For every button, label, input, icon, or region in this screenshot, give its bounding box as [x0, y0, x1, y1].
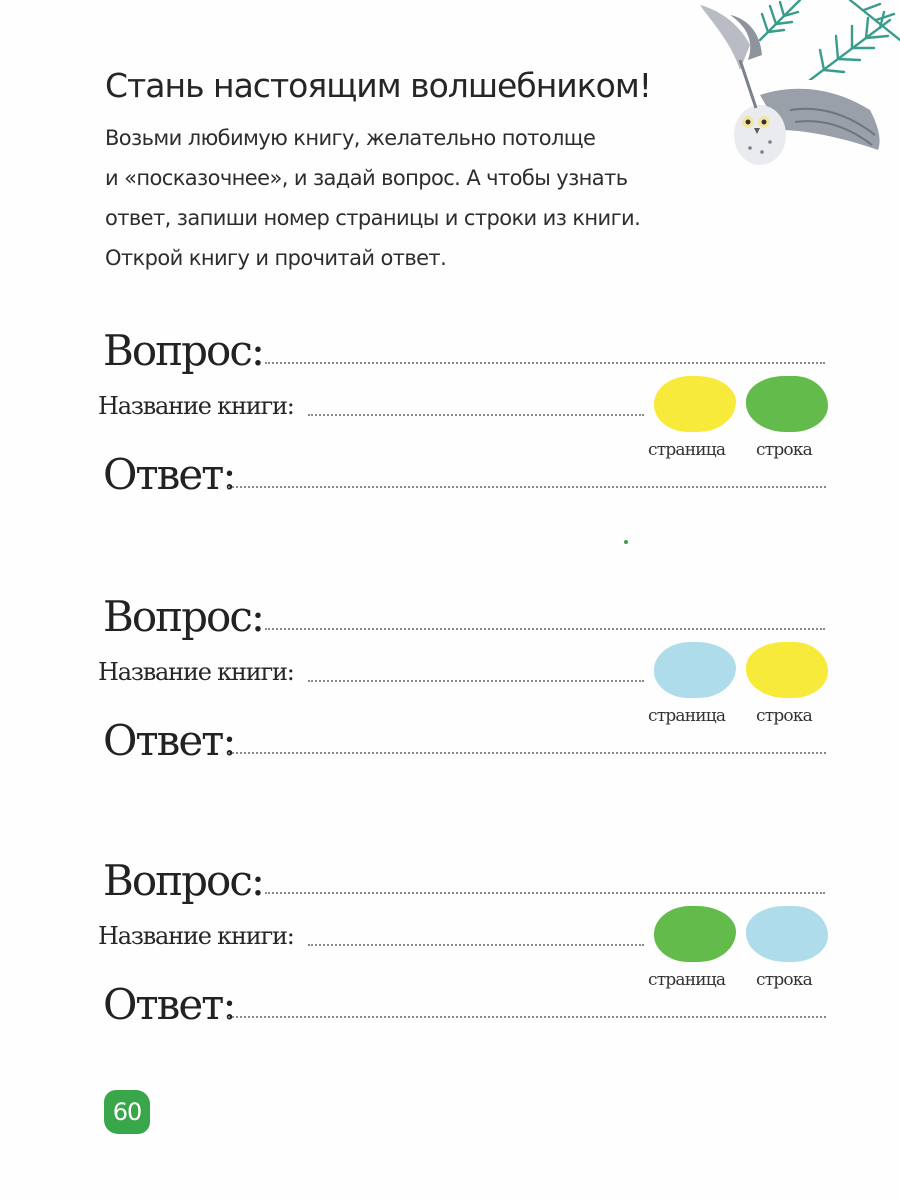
- line-number-label: строка: [756, 970, 813, 990]
- question-block-3: [0, 856, 900, 1056]
- book-title-label: Название книги:: [98, 392, 294, 420]
- page-number-label: страница: [648, 970, 726, 990]
- page-number-box[interactable]: [654, 376, 736, 432]
- instructions-text: [105, 118, 705, 278]
- answer-line[interactable]: [228, 752, 826, 754]
- answer-label: Ответ:: [103, 716, 235, 765]
- page-number-box[interactable]: [654, 906, 736, 962]
- line-number-label: строка: [756, 706, 813, 726]
- instructions-line: ответ, запиши номер страницы и строки из книги.: [105, 206, 641, 230]
- question-answer-line[interactable]: [265, 892, 825, 894]
- page-number-box[interactable]: [654, 642, 736, 698]
- owl-icon: [700, 0, 890, 190]
- instructions-line: и «посказочнее», и задай вопрос. А чтобы узнать: [105, 166, 628, 190]
- line-number-box[interactable]: [746, 906, 828, 962]
- question-label: Вопрос:: [103, 326, 263, 375]
- question-answer-line[interactable]: [265, 628, 825, 630]
- line-number-label: строка: [756, 440, 813, 460]
- answer-line[interactable]: [228, 1016, 826, 1018]
- book-title-line[interactable]: [308, 680, 644, 682]
- question-label: Вопрос:: [103, 592, 263, 641]
- question-block-2: [0, 592, 900, 792]
- page-title: Стань настоящим волшебником!: [105, 66, 651, 105]
- page-number-badge: 60: [104, 1090, 150, 1134]
- decorative-dot: [624, 540, 628, 544]
- book-title-line[interactable]: [308, 414, 644, 416]
- page-number-label: страница: [648, 706, 726, 726]
- book-title-line[interactable]: [308, 944, 644, 946]
- question-label: Вопрос:: [103, 856, 263, 905]
- answer-label: Ответ:: [103, 980, 235, 1029]
- book-title-label: Название книги:: [98, 922, 294, 950]
- instructions-line: Возьми любимую книгу, желательно потолще: [105, 126, 596, 150]
- line-number-box[interactable]: [746, 642, 828, 698]
- question-block-1: [0, 326, 900, 526]
- instructions-line: Открой книгу и прочитай ответ.: [105, 246, 447, 270]
- answer-line[interactable]: [228, 486, 826, 488]
- book-title-label: Название книги:: [98, 658, 294, 686]
- answer-label: Ответ:: [103, 450, 235, 499]
- line-number-box[interactable]: [746, 376, 828, 432]
- page-number-label: страница: [648, 440, 726, 460]
- question-answer-line[interactable]: [265, 362, 825, 364]
